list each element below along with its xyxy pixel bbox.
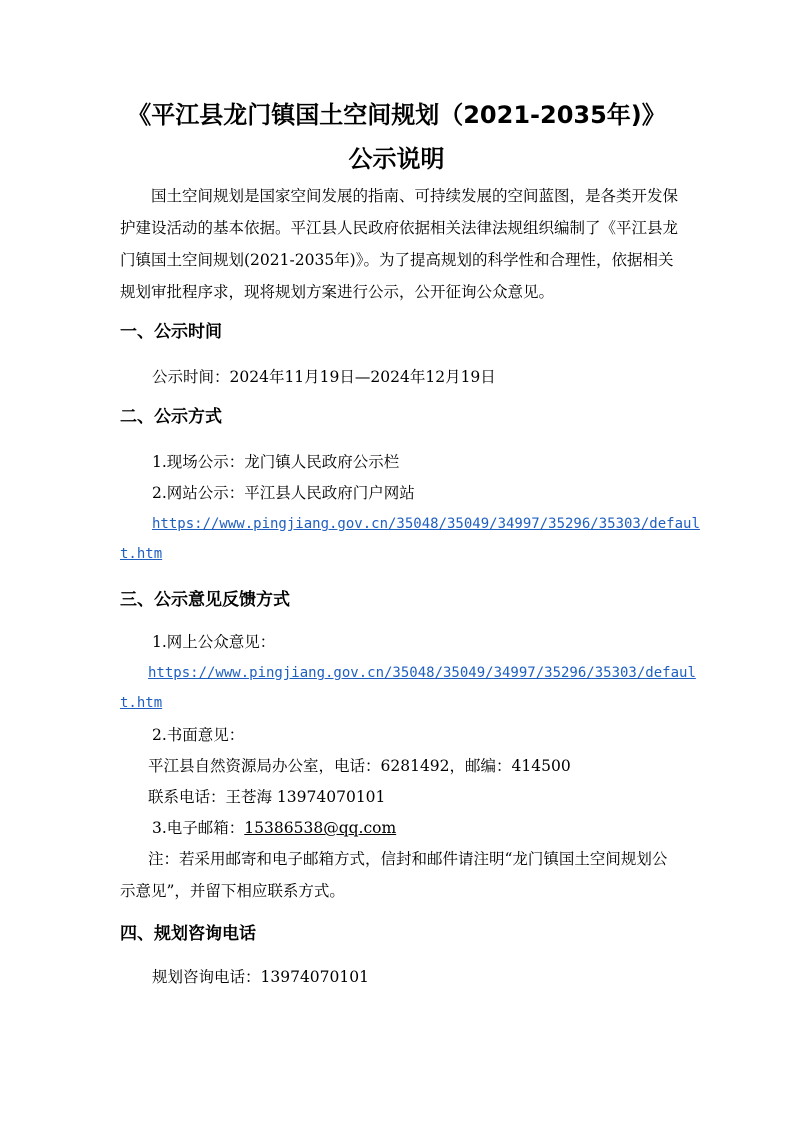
email-item [152,816,396,840]
contact-phone-line: 联系电话：王苍海 13974070101 [148,788,386,806]
feedback-url-link-continued[interactable]: t.htm [120,695,163,711]
document-title: 《平江县龙门镇国土空间规划（2021-2035年)》 [127,101,666,129]
website-url-link[interactable]: https://www.pingjiang.gov.cn/35048/35049/34997/35296/35303/defaul [152,516,700,532]
section-heading-method: 二、公示方式 [120,407,222,427]
online-feedback-item: 1.网上公众意见： [152,633,276,651]
website-publicity-item: 2.网站公示：平江县人民政府门户网站 [152,484,415,502]
email-label: 3.电子邮箱： [152,819,245,837]
written-feedback-item: 2.书面意见： [152,726,245,744]
onsite-publicity-item: 1.现场公示：龙门镇人民政府公示栏 [152,453,400,471]
feedback-note: 注：若采用邮寄和电子邮箱方式，信封和邮件请注明“龙门镇国土空间规划公示意见”，并留下相应联系方式。 [120,850,668,900]
email-link[interactable]: 15386538@qq.com [244,819,397,837]
section-heading-time: 一、公示时间 [120,322,222,342]
intro-paragraph: 国土空间规划是国家空间发展的指南、可持续发展的空间蓝图，是各类开发保护建设活动的基本依据。平江县人民政府依据相关法律法规组织编制了《平江县龙门镇国土空间规划(2021-2035年)》。为了提高规划的科学性和合理性，依据相关规划审批程序求，现将规划方案进行公示，公开征询公众意见。 [120,187,679,301]
office-contact-line: 平江县自然资源局办公室，电话：6281492，邮编：414500 [148,757,571,775]
section-heading-feedback: 三、公示意见反馈方式 [120,590,290,610]
section-heading-consult: 四、规划咨询电话 [120,924,256,944]
feedback-url-link[interactable]: https://www.pingjiang.gov.cn/35048/35049/34997/35296/35303/defaul [148,665,696,681]
publicity-time-text: 公示时间：2024年11月19日—2024年12月19日 [152,368,496,386]
document-subtitle: 公示说明 [348,145,445,173]
consult-phone-line: 规划咨询电话：13974070101 [152,968,369,986]
website-url-link-continued[interactable]: t.htm [120,546,163,562]
